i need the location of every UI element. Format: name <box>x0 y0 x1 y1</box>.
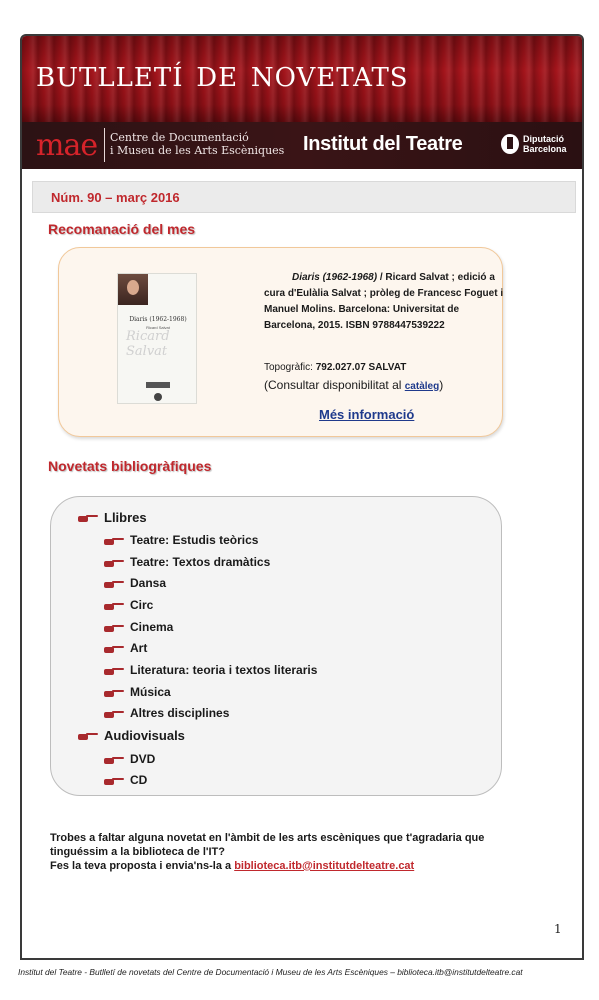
pointing-hand-icon <box>104 665 124 676</box>
subcategory-label: Altres disciplines <box>130 706 230 720</box>
pointing-hand-icon <box>104 775 124 786</box>
publisher-mark <box>146 382 170 388</box>
proposal-text: Fes la teva proposta i envia'ns-la a <box>50 860 235 872</box>
subcategory-teatre-estudis[interactable] <box>104 533 258 547</box>
institut-del-teatre-logo: Institut del Teatre <box>303 133 463 155</box>
pointing-hand-icon <box>104 535 124 546</box>
subcategory-altres[interactable] <box>104 706 229 720</box>
subcategory-musica[interactable] <box>104 685 171 699</box>
header-banner <box>22 36 582 122</box>
category-llibres[interactable] <box>78 510 147 525</box>
subcategory-dansa[interactable] <box>104 576 166 590</box>
cdmae-line-1: Centre de Documentació <box>110 131 249 144</box>
pointing-hand-icon <box>104 754 124 765</box>
subcategory-label: DVD <box>130 752 156 766</box>
pointing-hand-icon <box>104 578 124 589</box>
subcategory-label: Art <box>130 641 148 655</box>
topographic-info <box>264 362 406 373</box>
pointing-hand-icon <box>104 622 124 633</box>
author-photo <box>118 274 148 305</box>
pointing-hand-icon <box>78 512 98 523</box>
subcategory-art[interactable] <box>104 641 147 655</box>
subcategory-label: CD <box>130 773 148 787</box>
subcategory-label: Dansa <box>130 576 167 590</box>
subcategory-label: Teatre: Textos dramàtics <box>130 555 271 569</box>
diputacio-logo <box>523 134 567 154</box>
pointing-hand-icon <box>104 643 124 654</box>
diputacio-shield-icon <box>501 134 519 154</box>
diputacio-line-1: Diputació <box>523 134 565 144</box>
suggestion-line-3 <box>50 859 550 873</box>
catalog-link[interactable]: catàleg <box>404 381 440 392</box>
recommendation-heading: Recomanació del mes <box>48 221 196 237</box>
pointing-hand-icon <box>104 600 124 611</box>
category-audiovisuals[interactable] <box>78 728 185 743</box>
subcategory-literatura[interactable] <box>104 663 317 677</box>
subcategory-label: Circ <box>130 598 154 612</box>
suggestion-line-1: Trobes a faltar alguna novetat en l'àmbit de les arts escèniques que t'agradaria que <box>50 832 485 844</box>
availability-text: (Consultar disponibilitat al <box>264 378 405 392</box>
subcategory-circ[interactable] <box>104 598 153 612</box>
pointing-hand-icon <box>104 687 124 698</box>
book-cover-title: Diaris (1962-1968) <box>129 316 187 323</box>
more-info-link[interactable]: Més informació <box>319 407 415 422</box>
logo-strip <box>22 122 582 169</box>
category-label: Llibres <box>104 510 147 525</box>
topographic-value: 792.027.07 SALVAT <box>315 362 407 373</box>
pointing-hand-icon <box>104 557 124 568</box>
page-number: 1 <box>554 922 562 936</box>
availability-line <box>264 378 443 392</box>
mae-logo: mae <box>36 128 98 163</box>
book-citation-details: / Ricard Salvat ; edició a cura d'Eulàlia Salvat ; pròleg de Francesc Foguet i Manuel Molins. Barcelona: Universitat de Barcelona, 2015. ISBN 9788447539222 <box>264 272 504 331</box>
topographic-label: Topogràfic: <box>264 362 316 373</box>
email-link[interactable]: biblioteca.itb@institutdelteatre.cat <box>234 860 415 872</box>
subcategory-teatre-textos[interactable] <box>104 555 270 569</box>
book-cover-signature: Ricard Salvat <box>126 329 170 359</box>
availability-close: ) <box>439 378 444 392</box>
subcategory-label: Cinema <box>130 620 174 634</box>
logo-divider <box>104 128 105 162</box>
publisher-seal-icon <box>154 393 162 401</box>
book-cover-image <box>117 273 197 404</box>
subcategory-label: Música <box>130 685 171 699</box>
subcategory-cd[interactable] <box>104 773 147 787</box>
cdmae-line-2: i Museu de les Arts Escèniques <box>110 144 285 157</box>
category-label: Audiovisuals <box>104 728 185 743</box>
diputacio-line-2: Barcelona <box>523 144 567 154</box>
suggestion-line-2: tinguéssim a la biblioteca de l'IT? <box>50 846 225 858</box>
pointing-hand-icon <box>78 730 98 741</box>
subcategory-dvd[interactable] <box>104 752 155 766</box>
novetats-heading: Novetats bibliogràfiques <box>48 458 212 474</box>
newsletter-title: butlletí de novetats <box>36 52 409 95</box>
subcategory-label: Literatura: teoria i textos literaris <box>130 663 318 677</box>
book-title: Diaris (1962-1968) <box>292 272 378 283</box>
suggestion-text <box>50 831 550 873</box>
issue-bar <box>32 181 576 213</box>
cdmae-name <box>110 131 284 157</box>
pointing-hand-icon <box>104 708 124 719</box>
subcategory-label: Teatre: Estudis teòrics <box>130 533 259 547</box>
book-citation <box>264 270 504 334</box>
book-cover-author: Ricard Salvat <box>146 325 170 330</box>
issue-number: Núm. 90 – març 2016 <box>51 190 180 205</box>
page-footer: Institut del Teatre - Butlletí de novetats del Centre de Documentació i Museu de les Arts Escèniques – biblioteca.itb@institutdelteatre.cat <box>18 967 523 977</box>
subcategory-cinema[interactable] <box>104 620 173 634</box>
